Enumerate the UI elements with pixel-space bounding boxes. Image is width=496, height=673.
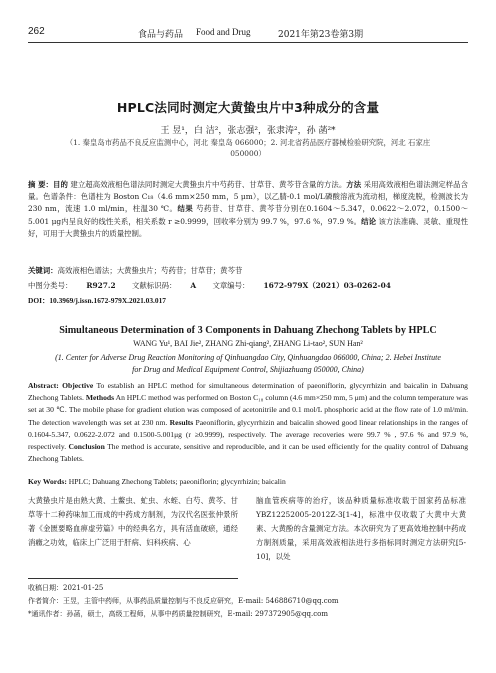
result-text-zh: 芍药苷、甘草苷、黄芩苷分别在0.1604～5.347，0.0622～2.072，0.1500～5.001 μg内呈良好的线性关系，相关系数 r ≥0.9999，回收率分别为 99.7 %，97.6 %，97.9 %。	[28, 204, 468, 226]
issue-info: 2021年第23卷第3期	[278, 30, 364, 40]
affiliations-en: (1. Center for Adverse Drug Reaction Monitoring of Qinhuangdao City, Qinhuangdao 066000, China; 2. Hebei Institute for Drug and Medical Equipment Control, Shijiazhuang 050000, China)	[55, 353, 441, 374]
keywords-text-en: HPLC; Dahuang Zhechong Tablets; paeoniflorin; glycyrrhizin; baicalin	[68, 477, 286, 486]
result-label-en: Results	[169, 417, 194, 427]
doc-code-value: A	[190, 281, 197, 290]
body-column-left: 大黄蛰虫片是由熟大黄、土鳖虫、虻虫、水蛭、白芍、黄芩、甘草等十二种药味加工而成的中药成方制剂，为汉代名医张仲景所著《金匮要略血痹虚劳篇》中的经典名方，具有活血破瘀，通经消癥之功效，临床上广泛用于肝病、妇科疾病、心	[28, 496, 238, 547]
keywords-label-en: Key Words:	[28, 477, 67, 486]
result-text-en: Paeoniflorin, glycyrrhizin and baicalin showed good linear relationships in the ranges of 0.1604-5.347, 0.0622-2.072 and 0.1500-5.001μg (r ≥0.9999), respectively. The average recoveries were 99.7 % , 97.6 % and 97.9 %, respectively.	[28, 417, 468, 452]
affiliations-zh: （1. 秦皇岛市药品不良反应监测中心，河北 秦皇岛 066000；2. 河北省药品医疗器械检验研究院，河北 石家庄 050000）	[65, 138, 431, 158]
method-text-en: An HPLC method was performed on Boston C₁₈ column (4.6 mm×250 mm, 5 μm) and the column temperature was set at 30 ℃. The mobile phase for gradient elution was composed of acetonitrile and 0.1 mol/L phosphoric acid at the flow rate of 1.0 ml/min. The detection wavelength was set at 230 nm.	[28, 393, 468, 427]
doi-label: DOI：	[28, 296, 50, 305]
footnote-author-bio: 作者简介：王昱，主管中药师，从事药品质量控制与不良反应研究，E-mail: 546886710@qq.com	[28, 597, 339, 605]
objective-text-zh: 建立超高效液相色谱法同时测定大黄蛰虫片中芍药苷、甘草苷、黄芩苷含量的方法。	[70, 180, 347, 189]
doi-line	[28, 295, 468, 306]
header-rule	[28, 42, 468, 43]
abstract-label-en: Abstract:	[28, 381, 59, 390]
abstract-label-zh: 摘 要：	[28, 180, 54, 189]
keywords-en	[28, 477, 468, 486]
doc-code-label: 文献标识码：	[132, 281, 177, 290]
article-title-zh: HPLC法同时测定大黄蛰虫片中3种成分的含量	[116, 100, 380, 115]
classification-line	[28, 280, 468, 291]
conclusion-label-en: Conclusion	[68, 442, 105, 452]
abstract-zh	[28, 179, 468, 240]
conclusion-label-zh: 结论	[361, 216, 377, 226]
objective-text-en: To establish an HPLC method for simultaneous determination of paeoniflorin, glycyrrhizin and baicalin in Dahuang Zhechong Tablets.	[28, 381, 468, 403]
conclusion-text-en: The method is accurate, sensitive and reproducible, and it can be used efficiently for the quality control of Dahuang Zhechong Tablets.	[28, 442, 468, 464]
article-title-en: Simultaneous Determination of 3 Components in Dahuang Zhechong Tablets by HPLC	[59, 325, 437, 336]
result-label-zh: 结果	[177, 204, 194, 214]
article-no-value: 1672-979X（2021）03-0262-04	[263, 281, 391, 290]
footnote-rule	[28, 578, 238, 579]
keywords-label-zh: 关键词：	[28, 266, 58, 275]
article-no-label: 文章编号：	[212, 281, 250, 290]
abstract-en	[28, 380, 468, 465]
journal-name-zh: 食品与药品	[138, 30, 184, 40]
method-label-zh: 方法	[346, 180, 362, 189]
page-number: 262	[28, 26, 45, 37]
footnote-corresponding: *通讯作者：孙菡，硕士，高级工程师，从事中药质量控制研究，E-mail: 297372905@qq.com	[28, 610, 329, 618]
doi-value: 10.3969/j.issn.1672-979X.2021.03.017	[49, 296, 166, 305]
authors-zh: 王 昱¹，白 洁²，张志强²，张隶涛²，孙 菡²*	[160, 126, 336, 136]
footnote-received: 收稿日期：2021-01-25	[28, 584, 104, 592]
clc-value: R927.2	[86, 281, 116, 290]
objective-label-zh: 目的	[53, 180, 68, 189]
journal-name-en: Food and Drug	[196, 27, 251, 37]
clc-label: 中图分类号：	[28, 281, 73, 290]
method-text-zh: 采用高效液相色谱法测定样品含量。色谱条件：色谱柱为 Boston C₁₈（4.6 mm×250 mm，5 μm），以乙腈-0.1 mol/L磷酸溶液为流动相，梯度洗脱，检测波长为230 nm，流速 1.0 ml/min，柱温30 ℃。	[28, 180, 468, 214]
objective-label-en: Objective	[62, 381, 94, 390]
running-header	[28, 26, 468, 40]
authors-en: WANG Yu¹, BAI Jie², ZHANG Zhi-qiang², ZHANG Li-tao², SUN Han²	[133, 339, 363, 348]
method-label-en: Methods	[85, 393, 115, 403]
keywords-zh	[28, 265, 468, 276]
conclusion-text-zh: 该方法准确、灵敏、重现性好，可用于大黄蛰虫片的质量控制。	[28, 216, 468, 238]
keywords-text-zh: 高效液相色谱法；大黄蛰虫片；芍药苷；甘草苷；黄芩苷	[57, 266, 243, 275]
body-column-right: 脑血管疾病等的治疗，该品种质量标准收载于国家药品标准 YBZ12252005-2012Z-3[1-4]，标准中仅收载了大黄中大黄素、大黄酚的含量测定方法。本次研究为了更高效地控制中药成方制剂质量，采用高效液相法进行多指标同时测定方法研究[5-10]，以处	[256, 496, 466, 561]
